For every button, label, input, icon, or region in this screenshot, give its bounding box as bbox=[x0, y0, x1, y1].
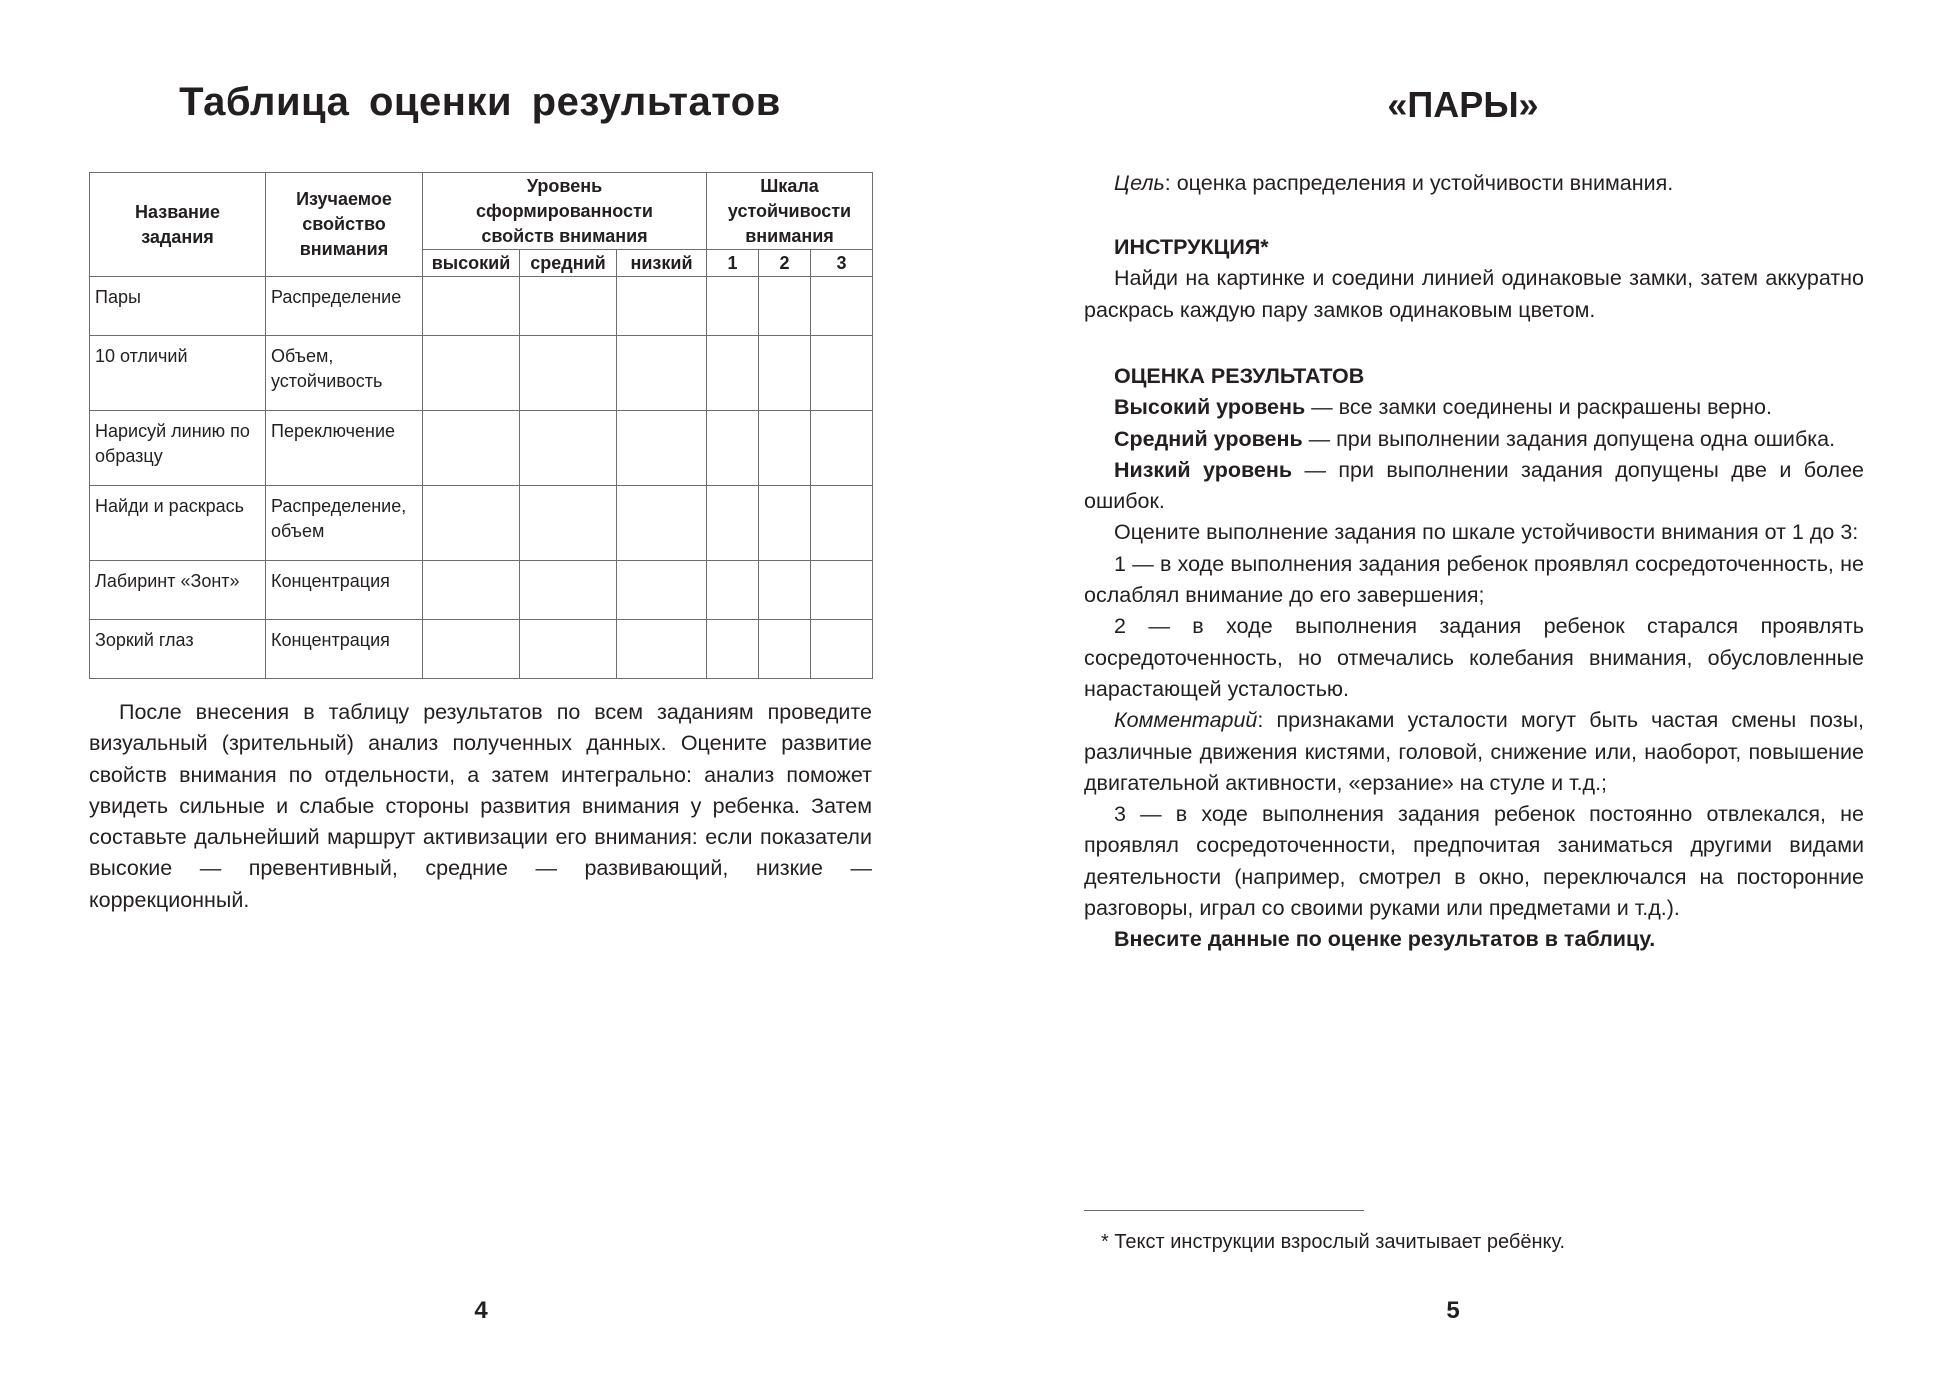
task-cell: 10 отличий bbox=[90, 336, 266, 411]
level-medium bbox=[1084, 424, 1864, 455]
scale-2-cell[interactable] bbox=[759, 411, 811, 486]
level-text: — все замки соединены и раскрашены верно. bbox=[1305, 395, 1772, 420]
scale-2-cell[interactable] bbox=[759, 486, 811, 561]
level-low bbox=[1084, 455, 1864, 518]
footnote: * Текст инструкции взрослый зачитывает ребёнку. bbox=[1101, 1231, 1566, 1253]
level-high-cell[interactable] bbox=[423, 336, 520, 411]
scale-2-cell[interactable] bbox=[759, 561, 811, 620]
level-medium-cell[interactable] bbox=[520, 486, 617, 561]
task-cell: Лабиринт «Зонт» bbox=[90, 561, 266, 620]
level-high-cell[interactable] bbox=[423, 411, 520, 486]
property-cell: Распределение, объем bbox=[266, 486, 423, 561]
header-level-medium: средний bbox=[520, 250, 617, 277]
header-scale-1: 1 bbox=[707, 250, 759, 277]
analysis-paragraph: После внесения в таблицу результатов по всем заданиям проведите визуальный (зрительный) анализ полученных данных. Оцените развитие свойств внимания по отдельности, а затем интегрально: анализ поможет увидеть сильные и слабые стороны развития внимания у ребенка. Затем составьте дальнейший маршрут активизации его внимания: если показатели высокие — превентивный, средние — развивающий, низкие — коррекционный. bbox=[89, 700, 872, 912]
page-number: 4 bbox=[474, 1297, 488, 1324]
goal-text: : оценка распределения и устойчивости внимания. bbox=[1164, 171, 1674, 195]
level-text: — при выполнении задания допущена одна ошибка. bbox=[1302, 426, 1836, 451]
right-page bbox=[973, 0, 1946, 1391]
level-medium-cell[interactable] bbox=[520, 620, 617, 679]
level-label: Высокий уровень bbox=[1114, 395, 1306, 420]
table-row bbox=[90, 411, 873, 486]
instruction-section bbox=[1084, 232, 1864, 326]
scale-1-cell[interactable] bbox=[707, 336, 759, 411]
table-row bbox=[90, 336, 873, 411]
instruction-heading: ИНСТРУКЦИЯ* bbox=[1114, 235, 1269, 259]
instruction-text: Найди на картинке и соедини линией одинаковые замки, затем аккуратно раскрась каждую пару замков одинаковым цветом. bbox=[1084, 266, 1864, 322]
task-cell: Нарисуй линию по образцу bbox=[90, 411, 266, 486]
comment-text: : признаками усталости могут быть частая смены позы, различные движения кистями, головой, снижение или, наоборот, повышение двигательной активности, «ерзание» на стуле и т.д.; bbox=[1084, 708, 1864, 795]
property-cell: Распределение bbox=[266, 277, 423, 336]
level-medium-cell[interactable] bbox=[520, 561, 617, 620]
scale-3-cell[interactable] bbox=[811, 561, 873, 620]
table-row bbox=[90, 486, 873, 561]
property-cell: Объем, устойчивость bbox=[266, 336, 423, 411]
scale-3-cell[interactable] bbox=[811, 277, 873, 336]
assessment-heading: ОЦЕНКА РЕЗУЛЬТАТОВ bbox=[1114, 364, 1365, 388]
header-scale-group: Шкала устойчивости внимания bbox=[707, 173, 873, 250]
scale-2-cell[interactable] bbox=[759, 620, 811, 679]
scale-intro: Оцените выполнение задания по шкале устойчивости внимания от 1 до 3: bbox=[1114, 520, 1859, 545]
level-high-cell[interactable] bbox=[423, 486, 520, 561]
task-cell: Найди и раскрась bbox=[90, 486, 266, 561]
level-low-cell[interactable] bbox=[617, 336, 707, 411]
page-number: 5 bbox=[1446, 1297, 1460, 1324]
level-medium-cell[interactable] bbox=[520, 411, 617, 486]
level-low-cell[interactable] bbox=[617, 277, 707, 336]
header-level-low: низкий bbox=[617, 250, 707, 277]
task-cell: Пары bbox=[90, 277, 266, 336]
page-title: Таблица оценки результатов bbox=[179, 80, 781, 124]
scale-3-cell[interactable] bbox=[811, 336, 873, 411]
scale-2-cell[interactable] bbox=[759, 336, 811, 411]
level-medium-cell[interactable] bbox=[520, 336, 617, 411]
scale-3-cell[interactable] bbox=[811, 486, 873, 561]
scale-1-cell[interactable] bbox=[707, 411, 759, 486]
level-low-cell[interactable] bbox=[617, 486, 707, 561]
header-task-name: Название задания bbox=[90, 173, 266, 277]
table-row bbox=[90, 620, 873, 679]
assessment-section bbox=[1084, 361, 1864, 956]
comment bbox=[1084, 705, 1864, 799]
table-row bbox=[90, 277, 873, 336]
page-title: «ПАРЫ» bbox=[1387, 84, 1539, 125]
closing-instruction: Внесите данные по оценке результатов в таблицу. bbox=[1114, 927, 1656, 952]
scale-1-cell[interactable] bbox=[707, 277, 759, 336]
header-level-group: Уровень сформированности свойств внимания bbox=[423, 173, 707, 250]
goal-label: Цель bbox=[1114, 171, 1165, 195]
table-row bbox=[90, 561, 873, 620]
level-low-cell[interactable] bbox=[617, 620, 707, 679]
level-low-cell[interactable] bbox=[617, 411, 707, 486]
property-cell: Концентрация bbox=[266, 620, 423, 679]
scale-item-3: 3 — в ходе выполнения задания ребенок постоянно отвлекался, не проявлял сосредоточенности, предпочитая заниматься другими видами деятельности (например, смотрел в окно, переключался на посторонние разговоры, играл со своими руками или предметами и т.д.). bbox=[1084, 802, 1864, 921]
results-table bbox=[89, 172, 873, 679]
header-level-high: высокий bbox=[423, 250, 520, 277]
scale-1-cell[interactable] bbox=[707, 486, 759, 561]
level-high-cell[interactable] bbox=[423, 561, 520, 620]
header-scale-3: 3 bbox=[811, 250, 873, 277]
level-high bbox=[1084, 392, 1864, 423]
header-scale-2: 2 bbox=[759, 250, 811, 277]
scale-1-cell[interactable] bbox=[707, 561, 759, 620]
level-medium-cell[interactable] bbox=[520, 277, 617, 336]
level-label: Средний уровень bbox=[1114, 426, 1303, 451]
goal-section bbox=[1084, 168, 1864, 199]
comment-label: Комментарий bbox=[1114, 708, 1258, 733]
scale-item-2: 2 — в ходе выполнения задания ребенок старался проявлять сосредоточенность, но отмечались колебания внимания, обусловленные нарастающей усталостью. bbox=[1084, 614, 1864, 701]
property-cell: Переключение bbox=[266, 411, 423, 486]
scale-item-1: 1 — в ходе выполнения задания ребенок проявлял сосредоточенность, не ослаблял внимание до его завершения; bbox=[1084, 551, 1864, 608]
level-label: Низкий уровень bbox=[1114, 457, 1293, 482]
footnote-divider bbox=[1084, 1210, 1364, 1211]
scale-3-cell[interactable] bbox=[811, 411, 873, 486]
level-high-cell[interactable] bbox=[423, 277, 520, 336]
scale-3-cell[interactable] bbox=[811, 620, 873, 679]
level-text: — при выполнении задания допущены две и более ошибок. bbox=[1084, 457, 1864, 514]
scale-2-cell[interactable] bbox=[759, 277, 811, 336]
level-high-cell[interactable] bbox=[423, 620, 520, 679]
header-property: Изучаемое свойство внимания bbox=[266, 173, 423, 277]
level-low-cell[interactable] bbox=[617, 561, 707, 620]
task-cell: Зоркий глаз bbox=[90, 620, 266, 679]
property-cell: Концентрация bbox=[266, 561, 423, 620]
scale-1-cell[interactable] bbox=[707, 620, 759, 679]
